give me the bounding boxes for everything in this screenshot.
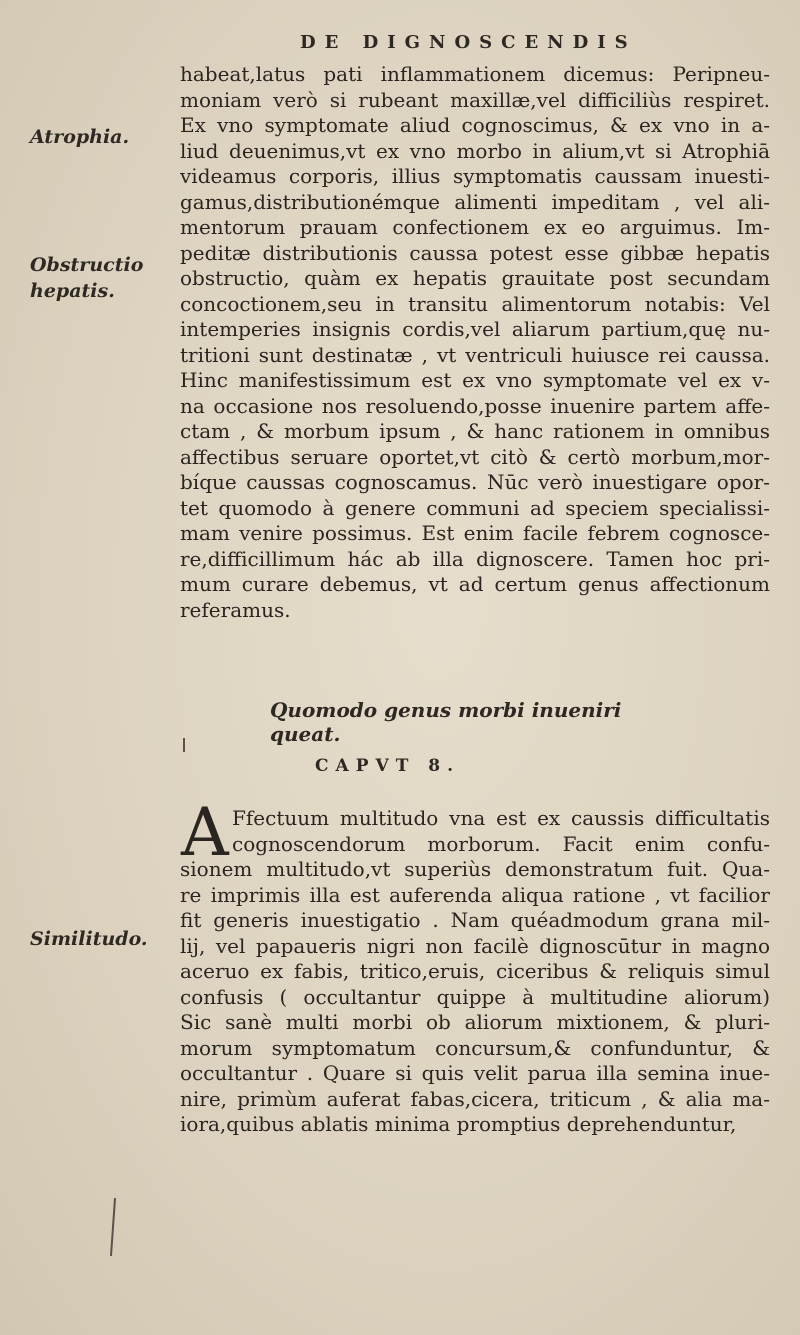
text-line: iora,quibus ablatis minima promptius deprehenduntur,	[180, 1112, 737, 1136]
text-line: moniam verò si rubeant maxillæ,vel difficiliùs respiret.	[180, 87, 770, 112]
text-line: sionem multitudo,vt superiùs demonstratum fuit. Qua-	[180, 857, 770, 881]
stray-mark	[183, 738, 185, 752]
text-line: tritioni sunt destinatæ , vt ventriculi huiusce rei caussa.	[180, 342, 770, 367]
text-line: re imprimis illa est auferenda aliqua ratione , vt facilior	[180, 882, 770, 907]
text-line: concoctionem,seu in transitu alimentorum notabis: Vel	[180, 291, 770, 316]
section-subtitle: Quomodo genus morbi inueniri queat.	[270, 698, 622, 746]
text-line: lij, vel papaueris nigri non facilè dignoscūtur in magno	[180, 933, 770, 958]
text-line: intemperies insignis cordis,vel aliarum partium,quę nu-	[180, 317, 770, 341]
text-line: fit generis inuestigatio . Nam quéadmodum grana mil-	[180, 908, 770, 932]
text-line: videamus corporis, illius symptomatis caussam inuesti-	[180, 164, 770, 188]
margin-note-atrophia: Atrophia.	[30, 126, 130, 148]
text-line: gamus,distributionémque alimenti impeditam , vel ali-	[180, 189, 770, 214]
text-line: affectibus seruare oportet,vt citò & certò morbum,mor-	[180, 444, 770, 469]
text-line: liud deuenimus,vt ex vno morbo in alium,vt si Atrophiā	[180, 138, 770, 163]
text-line: bíque caussas cognoscamus. Nūc verò inuestigare opor-	[180, 470, 770, 494]
text-line: Ffectuum multitudo vna est ex caussis difficultatis	[232, 806, 770, 830]
text-line: habeat,latus pati inflammationem dicemus: Peripneu-	[180, 62, 770, 86]
text-line: cognoscendorum morborum. Facit enim confu-	[232, 831, 770, 856]
text-line: re,difficillimum hác ab illa dignoscere. Tamen hoc pri-	[180, 546, 770, 571]
text-line: Sic sanè multi morbi ob aliorum mixtionem, & pluri-	[180, 1010, 770, 1034]
text-line: nire, primùm auferat fabas,cicera, triticum , & alia ma-	[180, 1086, 770, 1111]
text-line: Hinc manifestissimum est ex vno symptomate vel ex v-	[180, 368, 770, 392]
margin-note-obstructio: Obstructio hepatis.	[30, 254, 144, 302]
text-line: mam venire possimus. Est enim facile febrem cognosce-	[180, 521, 770, 545]
paragraph-2	[180, 806, 770, 1138]
text-line: aceruo ex fabis, tritico,eruis, ciceribus & reliquis simul	[180, 959, 770, 983]
text-line: peditæ distributionis caussa potest esse gibbæ hepatis	[180, 240, 770, 265]
chapter-heading: CAPVT 8.	[315, 756, 461, 776]
drop-cap: A	[181, 794, 229, 871]
text-line: occultantur . Quare si quis velit parua illa semina inue-	[180, 1061, 770, 1085]
text-line: confusis ( occultantur quippe à multitudine aliorum)	[180, 984, 770, 1009]
text-line: obstructio, quàm ex hepatis grauitate post secundam	[180, 266, 770, 290]
running-header: DE DIGNOSCENDIS	[300, 32, 637, 53]
text-line: referamus.	[180, 597, 291, 622]
text-line: mentorum prauam confectionem ex eo arguimus. Im-	[180, 215, 770, 239]
paragraph-1	[180, 62, 770, 623]
text-line: ctam , & morbum ipsum , & hanc rationem in omnibus	[180, 419, 770, 443]
text-line: tet quomodo à genere communi ad speciem specialissi-	[180, 495, 770, 520]
text-line: morum symptomatum concursum,& confunduntur, &	[180, 1035, 770, 1060]
margin-note-similitudo: Similitudo.	[30, 928, 148, 950]
stray-mark	[110, 1198, 116, 1256]
text-line: Ex vno symptomate aliud cognoscimus, & ex vno in a-	[180, 113, 770, 137]
text-line: mum curare debemus, vt ad certum genus affectionum	[180, 572, 770, 596]
text-line: na occasione nos resoluendo,posse inuenire partem affe-	[180, 393, 770, 418]
